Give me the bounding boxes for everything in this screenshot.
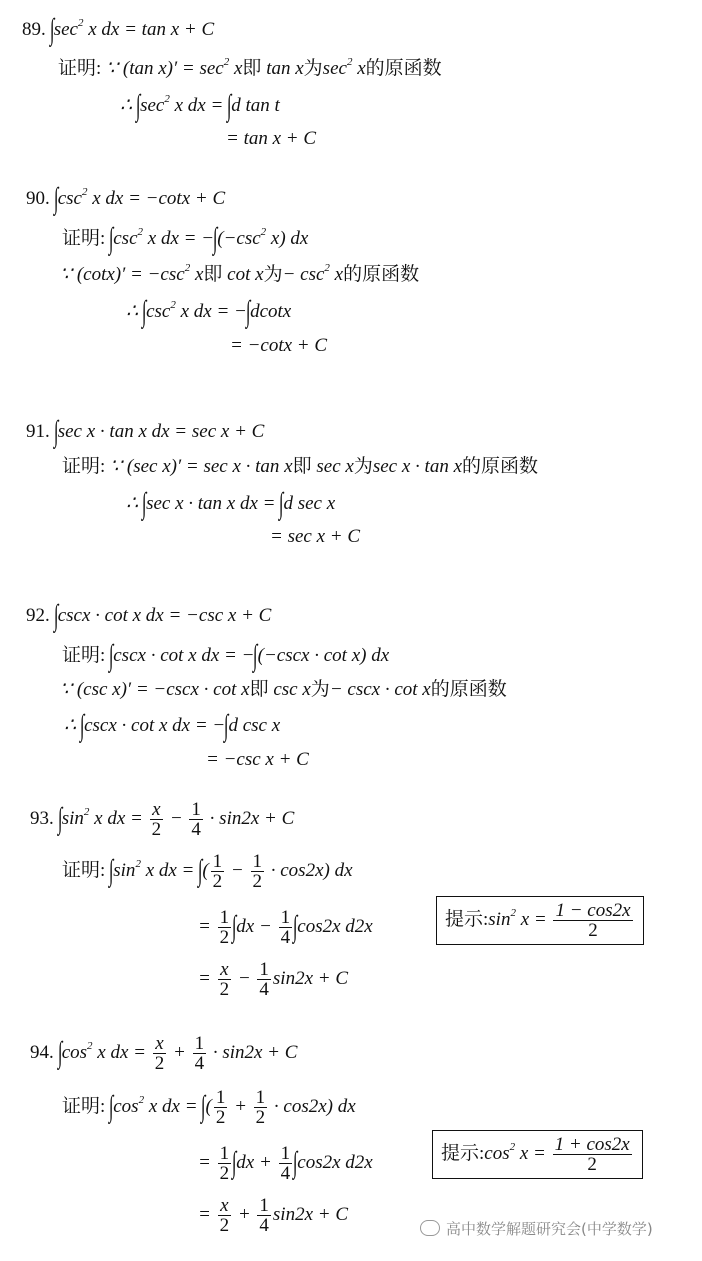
- problem-92-proof-line4: = −csc x + C: [206, 749, 309, 770]
- problem-91-proof-line2: ∴ ∫sec x · tan x dx = ∫d sec x: [126, 487, 336, 520]
- problem-94-number: 94.: [30, 1041, 54, 1063]
- problem-90-number: 90.: [26, 188, 50, 209]
- problem-94-proof-line2: = $\frac{1}{2}$ ∫dx + $\frac{1}{4}$ ∫cos2x d2x: [198, 1143, 373, 1184]
- problem-90-proof-line2: ∵ $(\cot x)' = -\csc^2$ x即 cot x为− $\csc^2 x$的原函数: [60, 262, 420, 285]
- problem-92-proof-line3: ∴ ∫cscx · cot x dx = −∫d csc x: [64, 709, 281, 742]
- problem-91-number: 91.: [26, 421, 50, 442]
- problem-94-proof-line3: = $\frac{x}{2}$ + $\frac{1}{4}$ sin2x + C: [198, 1195, 349, 1236]
- problem-94-proof-line1: 证明: $\int\cos^2$ x dx = ∫( $\frac{1}{2}$ + $\frac{1}{2}$ · cos2x) dx: [62, 1087, 356, 1128]
- problem-92-proof-line1: 证明: ∫cscx · cot x dx = −∫(−cscx · cot x) dx: [62, 639, 390, 672]
- problem-93-proof-line3: = $\frac{x}{2}$ − $\frac{1}{4}$ sin2x + C: [198, 959, 349, 1000]
- problem-94-statement: 94. $\int\cos^2$ x dx = $\frac{x}{2}$ + $\frac{1}{4}$ · sin2x + C: [30, 1033, 298, 1074]
- problem-90-proof-line3: ∴ $\int\csc^2$ x dx = −∫dcotx: [126, 295, 292, 328]
- problem-90-proof-line1: 证明: $\int\csc^2$ x dx = $-\int(-\csc^2$ x) dx: [62, 222, 309, 255]
- problem-91-proof-line1: 证明: ∵ (sec x)′ = sec x · tan x即 sec x为sec x · tan x的原函数: [62, 456, 539, 477]
- problem-93-proof-line2: = $\frac{1}{2}$ ∫dx − $\frac{1}{4}$ ∫cos2x d2x: [198, 907, 373, 948]
- problem-89-proof-line1: 证明: ∵ (tan $x)' = \sec^2 x$即 tan x为$\sec^2 x$的原函数: [58, 56, 442, 79]
- problem-92-proof-line2: ∵ (csc x)′ = −cscx · cot x即 csc x为− cscx · cot x的原函数: [60, 679, 507, 700]
- problem-93-number: 93.: [30, 807, 54, 829]
- problem-93-statement: 93. $\int\sin^2$ x dx = $\frac{x}{2}$ − $\frac{1}{4}$ · sin2x + C: [30, 799, 295, 840]
- problem-92-number: 92.: [26, 605, 50, 626]
- problem-91-statement: 91. ∫sec x · tan x dx = sec x + C: [26, 415, 265, 448]
- problem-89-proof-line3: = tan x + C: [226, 128, 317, 149]
- problem-94-hint-box: 提示$:\cos^2$ x = $\frac{1 + \cos 2x}{2}$: [432, 1130, 643, 1179]
- proof-label: 证明:: [58, 58, 102, 79]
- problem-93-proof-line1: 证明: $\int\sin^2$ x dx = ∫( $\frac{1}{2}$ − $\frac{1}{2}$ · cos2x) dx: [62, 851, 353, 892]
- problem-90-statement: 90. $\int\csc^2$ x dx = −cotx + C: [26, 182, 226, 215]
- problem-92-statement: 92. ∫cscx · cot x dx = −csc x + C: [26, 599, 272, 632]
- problem-89-proof-line2: ∴ $\int\sec^2$ x dx = ∫d tan t: [120, 89, 280, 122]
- hint-label: 提示:: [445, 908, 489, 930]
- problem-90-proof-line4: = −cotx + C: [230, 335, 328, 356]
- wechat-icon: [420, 1220, 440, 1236]
- problem-89-statement: 89. $\int\sec^2$ x dx = tan x + C: [22, 13, 215, 46]
- problem-93-hint-box: 提示$:\sin^2$ x = $\frac{1 - \cos 2x}{2}$: [436, 896, 644, 945]
- watermark: 高中数学解题研究会(中学数学): [420, 1218, 653, 1239]
- problem-89-number: 89.: [22, 19, 46, 40]
- problem-91-proof-line3: = sec x + C: [270, 526, 361, 547]
